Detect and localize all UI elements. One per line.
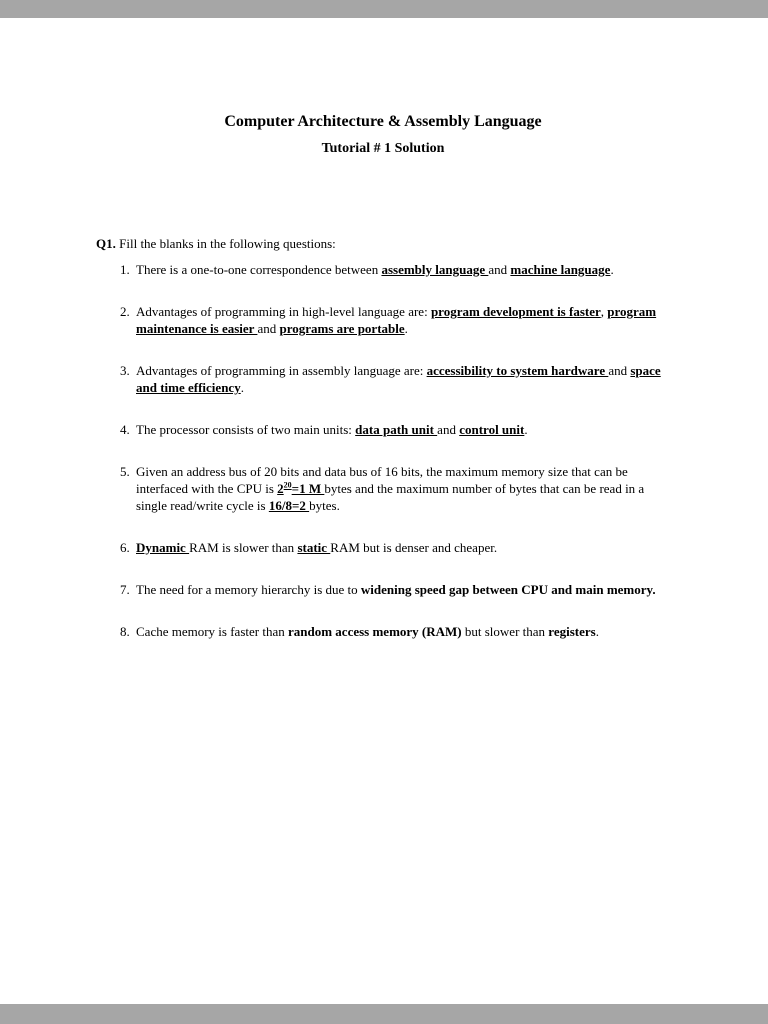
item-number: 1. bbox=[120, 262, 130, 277]
item-number: 8. bbox=[120, 624, 130, 639]
item-number: 6. bbox=[120, 540, 130, 555]
question-list bbox=[120, 261, 670, 640]
list-item bbox=[120, 463, 670, 514]
item-number: 2. bbox=[120, 304, 130, 319]
list-item bbox=[120, 362, 670, 396]
list-item bbox=[120, 261, 670, 278]
item-text: Advantages of programming in assembly language are: accessibility to system hardware and space and time efficiency. bbox=[136, 363, 661, 395]
list-item bbox=[120, 581, 670, 598]
item-text: The processor consists of two main units: data path unit and control unit. bbox=[136, 422, 528, 437]
item-text: Dynamic RAM is slower than static RAM but is denser and cheaper. bbox=[136, 540, 498, 555]
item-number: 4. bbox=[120, 422, 130, 437]
item-text: Given an address bus of 20 bits and data bus of 16 bits, the maximum memory size that can be interfaced with the CPU is $2^{20}=1$ M bytes and the maximum number of bytes that can be read in a single read/write cycle is 16/8=2 bytes. bbox=[136, 464, 645, 513]
item-text: There is a one-to-one correspondence between assembly language and machine language. bbox=[136, 262, 614, 277]
item-number: 3. bbox=[120, 363, 130, 378]
document-title: Computer Architecture & Assembly Language bbox=[224, 113, 542, 130]
item-text: Advantages of programming in high-level language are: program development is faster, program maintenance is easier and programs are portable. bbox=[136, 304, 657, 336]
item-number: 5. bbox=[120, 464, 130, 479]
viewer-top-bar bbox=[0, 0, 768, 18]
list-item bbox=[120, 623, 670, 640]
viewer-bottom-bar bbox=[0, 1004, 768, 1024]
question-heading bbox=[96, 235, 670, 252]
item-text: Cache memory is faster than random access memory (RAM) but slower than registers. bbox=[136, 624, 599, 639]
list-item bbox=[120, 539, 670, 556]
item-text: The need for a memory hierarchy is due to widening speed gap between CPU and main memory. bbox=[136, 582, 656, 597]
document-subtitle: Tutorial # 1 Solution bbox=[321, 141, 445, 156]
list-item bbox=[120, 421, 670, 438]
document-page bbox=[0, 18, 768, 1004]
item-number: 7. bbox=[120, 582, 130, 597]
question-intro: Fill the blanks in the following questions: bbox=[115, 236, 336, 251]
question-label: Q1. bbox=[96, 236, 116, 251]
list-item bbox=[120, 303, 670, 337]
